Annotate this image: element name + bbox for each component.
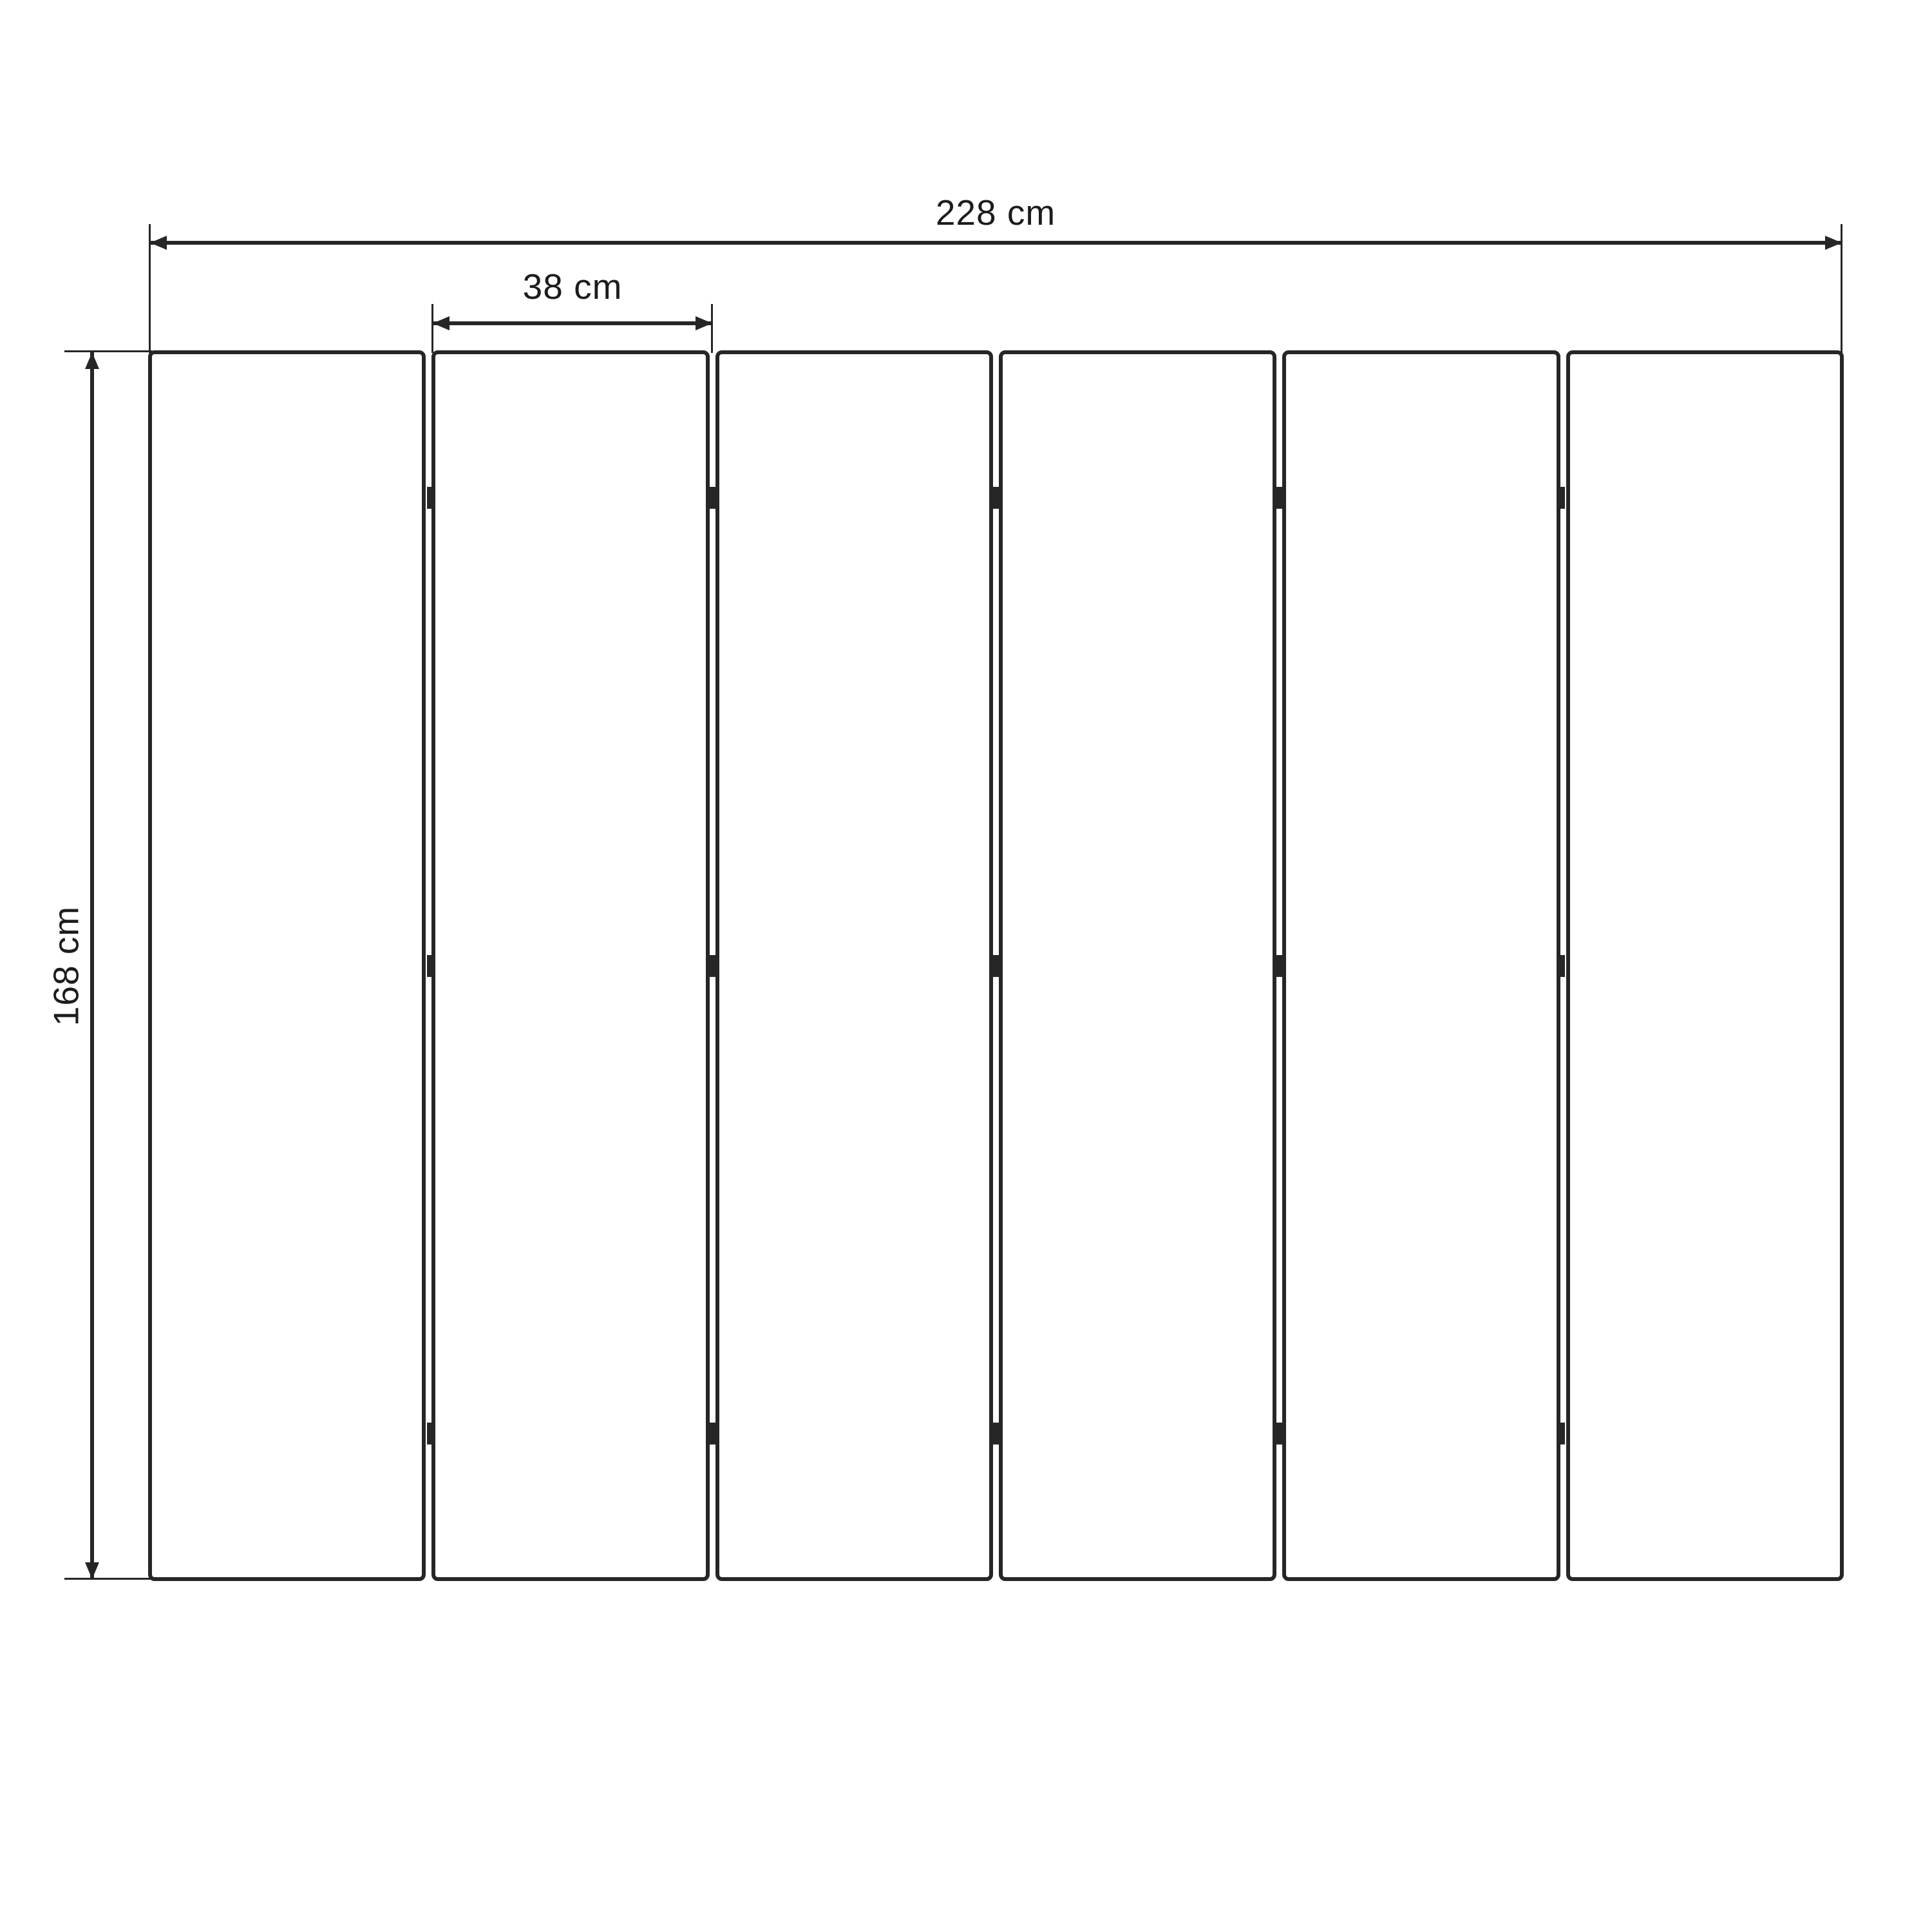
panel-2: [431, 350, 709, 1581]
arrowhead-left-icon: [150, 236, 167, 250]
arrowhead-down-icon: [85, 1562, 99, 1579]
panel-width-label: 38 cm: [522, 267, 623, 307]
height-label: 168 cm: [46, 905, 86, 1027]
extension-line-right: [1841, 224, 1842, 353]
panel-5: [1282, 350, 1560, 1581]
arrowhead-up-icon: [85, 352, 99, 369]
extension-line-top: [64, 350, 152, 352]
total-width-label: 228 cm: [935, 193, 1056, 232]
panel-width-dimension-line: [433, 321, 712, 325]
extension-line-panel-right: [711, 304, 713, 353]
arrowhead-right-icon: [1825, 236, 1842, 250]
panel-4: [999, 350, 1276, 1581]
panel-1: [148, 350, 426, 1581]
arrowhead-left-icon: [433, 316, 450, 330]
height-dimension-line: [90, 352, 94, 1579]
extension-line-left: [149, 224, 151, 353]
panel-row: [148, 350, 1844, 1581]
panel-6: [1566, 350, 1844, 1581]
extension-line-panel-left: [431, 304, 433, 353]
extension-line-bottom: [64, 1578, 152, 1580]
arrowhead-right-icon: [696, 316, 712, 330]
total-width-dimension-line: [150, 241, 1842, 245]
panel-3: [715, 350, 993, 1581]
